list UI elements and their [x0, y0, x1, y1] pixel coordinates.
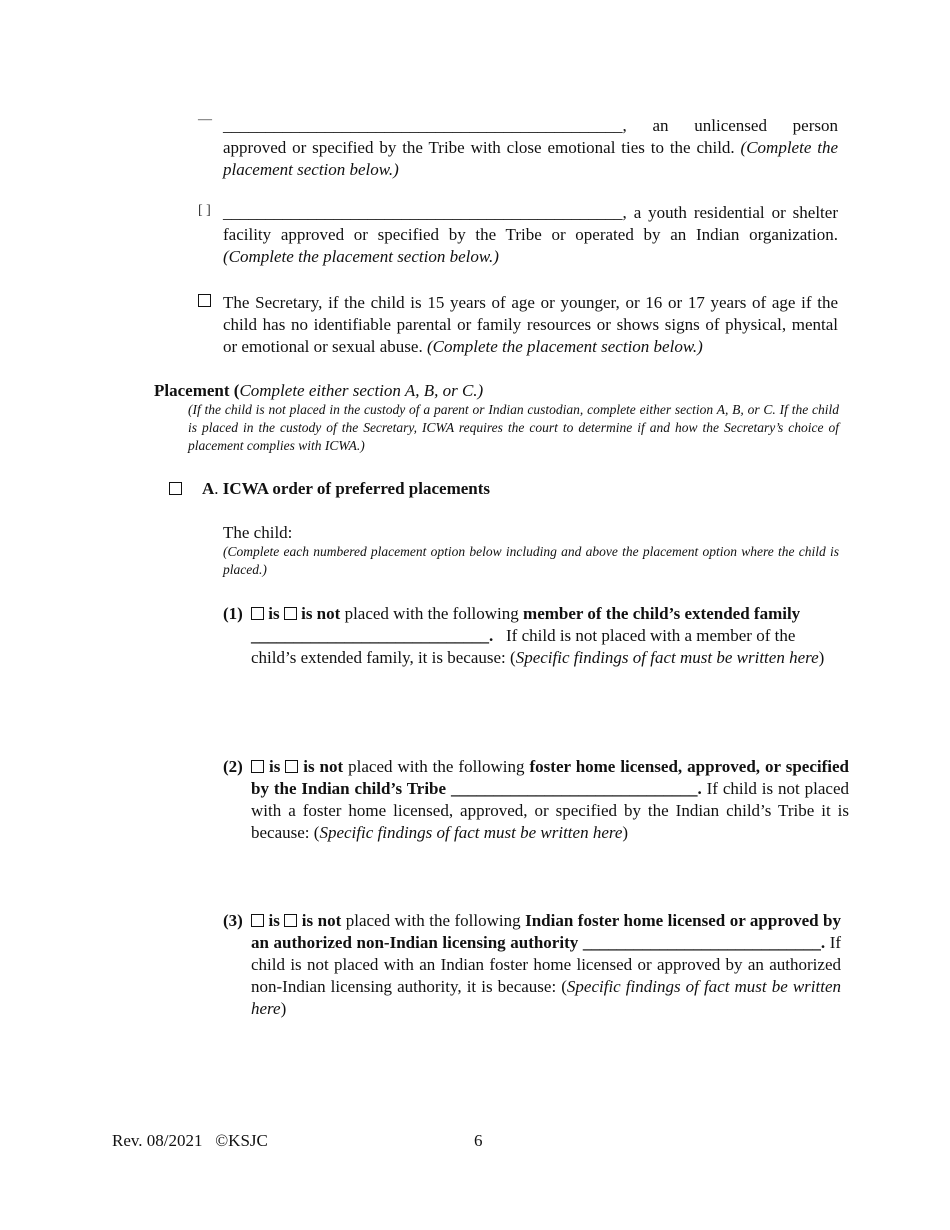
item-3-blank[interactable]: ____________________________. [582, 933, 826, 952]
item-1-text [251, 603, 841, 669]
option-1-text [223, 115, 838, 181]
item-3-placed: placed with the following [345, 911, 521, 930]
option-1-lead: , an unlicensed person approved or specified by the Tribe with close emotional ties to the child. [223, 116, 838, 157]
item-1-close: ) [818, 648, 825, 667]
item-2-blank[interactable]: _____________________________. [450, 779, 702, 798]
option-2-blank[interactable]: _______________________________________________ [223, 203, 623, 222]
option-3-checkbox[interactable] [198, 293, 211, 311]
item-2-rest: If child is not placed with a foster home licensed, approved, or specified by the Indian child’s Tribe it is because: ( [251, 779, 850, 842]
item-3-number: (3) [223, 911, 243, 930]
item-1-blank[interactable]: ____________________________. [251, 626, 494, 645]
placement-heading-italic: Complete either section A, B, or C.) [239, 381, 484, 400]
option-1-blank[interactable]: _______________________________________________ [223, 116, 623, 135]
item-1-is-not: is not [301, 604, 341, 623]
item-3-rest: If child is not placed with an Indian foster home licensed or approved by an authorized non-Indian licensing authority, it is because: ( [251, 933, 842, 996]
child-label: The child: [223, 523, 293, 542]
page-number: 6 [474, 1131, 483, 1150]
item-1-is: is [268, 604, 280, 623]
item-3-is-not: is not [301, 911, 342, 930]
item-2-is-not: is not [303, 757, 344, 776]
item-1-is-not-checkbox[interactable] [284, 607, 297, 620]
item-2-text [251, 756, 849, 844]
item-2-close: ) [622, 823, 629, 842]
item-3-close: ) [280, 999, 287, 1018]
item-1-number: (1) [223, 604, 243, 623]
item-3-text [251, 910, 841, 1020]
option-2-lead: , a youth residential or shelter facility approved or specified by the Tribe or operated by an Indian organization. [223, 203, 838, 244]
item-3-target: Indian foster home licensed or approved by an authorized non-Indian licensing authority [251, 911, 842, 952]
option-2-text [223, 202, 838, 268]
footer-revision [112, 1130, 268, 1152]
placement-note: (If the child is not placed in the custody of a parent or Indian custodian, complete either section A, B, or C. If the child is placed in the custody of the Secretary, ICWA requires the court to determine if and how the Secretary’s choice of placement complies with ICWA.) [188, 402, 839, 453]
option-2-instruction: (Complete the placement section below.) [223, 247, 499, 266]
item-2-is-not-checkbox[interactable] [285, 760, 298, 773]
placement-heading-bold: Placement ( [154, 381, 240, 400]
item-2-placed: placed with the following [348, 757, 525, 776]
option-1-instruction: (Complete the placement section below.) [223, 138, 838, 179]
footer-copyright: ©KSJC [215, 1131, 268, 1150]
item-2-number: (2) [223, 757, 243, 776]
item-1-is-checkbox[interactable] [251, 607, 264, 620]
item-2-target: foster home licensed, approved, or specified by the Indian child’s Tribe [251, 757, 849, 798]
option-3-text [223, 292, 838, 358]
option-2-marker: [ ] [198, 203, 211, 218]
item-2-is-checkbox[interactable] [251, 760, 264, 773]
section-a-checkbox[interactable] [169, 481, 182, 499]
placement-heading [154, 380, 483, 402]
option-1-marker: — [198, 112, 212, 127]
item-2-findings: Specific findings of fact must be written here [319, 823, 623, 842]
option-3-lead: The Secretary, if the child is 15 years of age or younger, or 16 or 17 years of age if the child has no identifiable parental or family resources or shows signs of physical, mental or emotional or sexual abuse. [223, 293, 838, 356]
section-a-title: ICWA order of preferred placements [222, 479, 491, 498]
item-1-rest: If child is not placed with a member of the child’s extended family, it is because: ( [251, 626, 796, 667]
child-note: (Complete each numbered placement option below including and above the placement option where the child is placed.) [223, 544, 839, 577]
item-3-is-checkbox[interactable] [251, 914, 264, 927]
item-2-is: is [268, 757, 281, 776]
footer-rev: Rev. 08/2021 [112, 1131, 203, 1150]
item-1-target: member of the child’s extended family [523, 604, 801, 623]
item-1-findings: Specific findings of fact must be written here [515, 648, 819, 667]
item-3-is: is [268, 911, 280, 930]
option-3-instruction: (Complete the placement section below.) [426, 337, 703, 356]
section-a-heading: A. ICWA order of preferred placements [202, 479, 491, 498]
item-3-is-not-checkbox[interactable] [284, 914, 297, 927]
section-a-letter: A [202, 479, 215, 498]
item-1-placed: placed with the following [344, 604, 519, 623]
item-3-findings: Specific findings of fact must be written here [251, 977, 841, 1018]
